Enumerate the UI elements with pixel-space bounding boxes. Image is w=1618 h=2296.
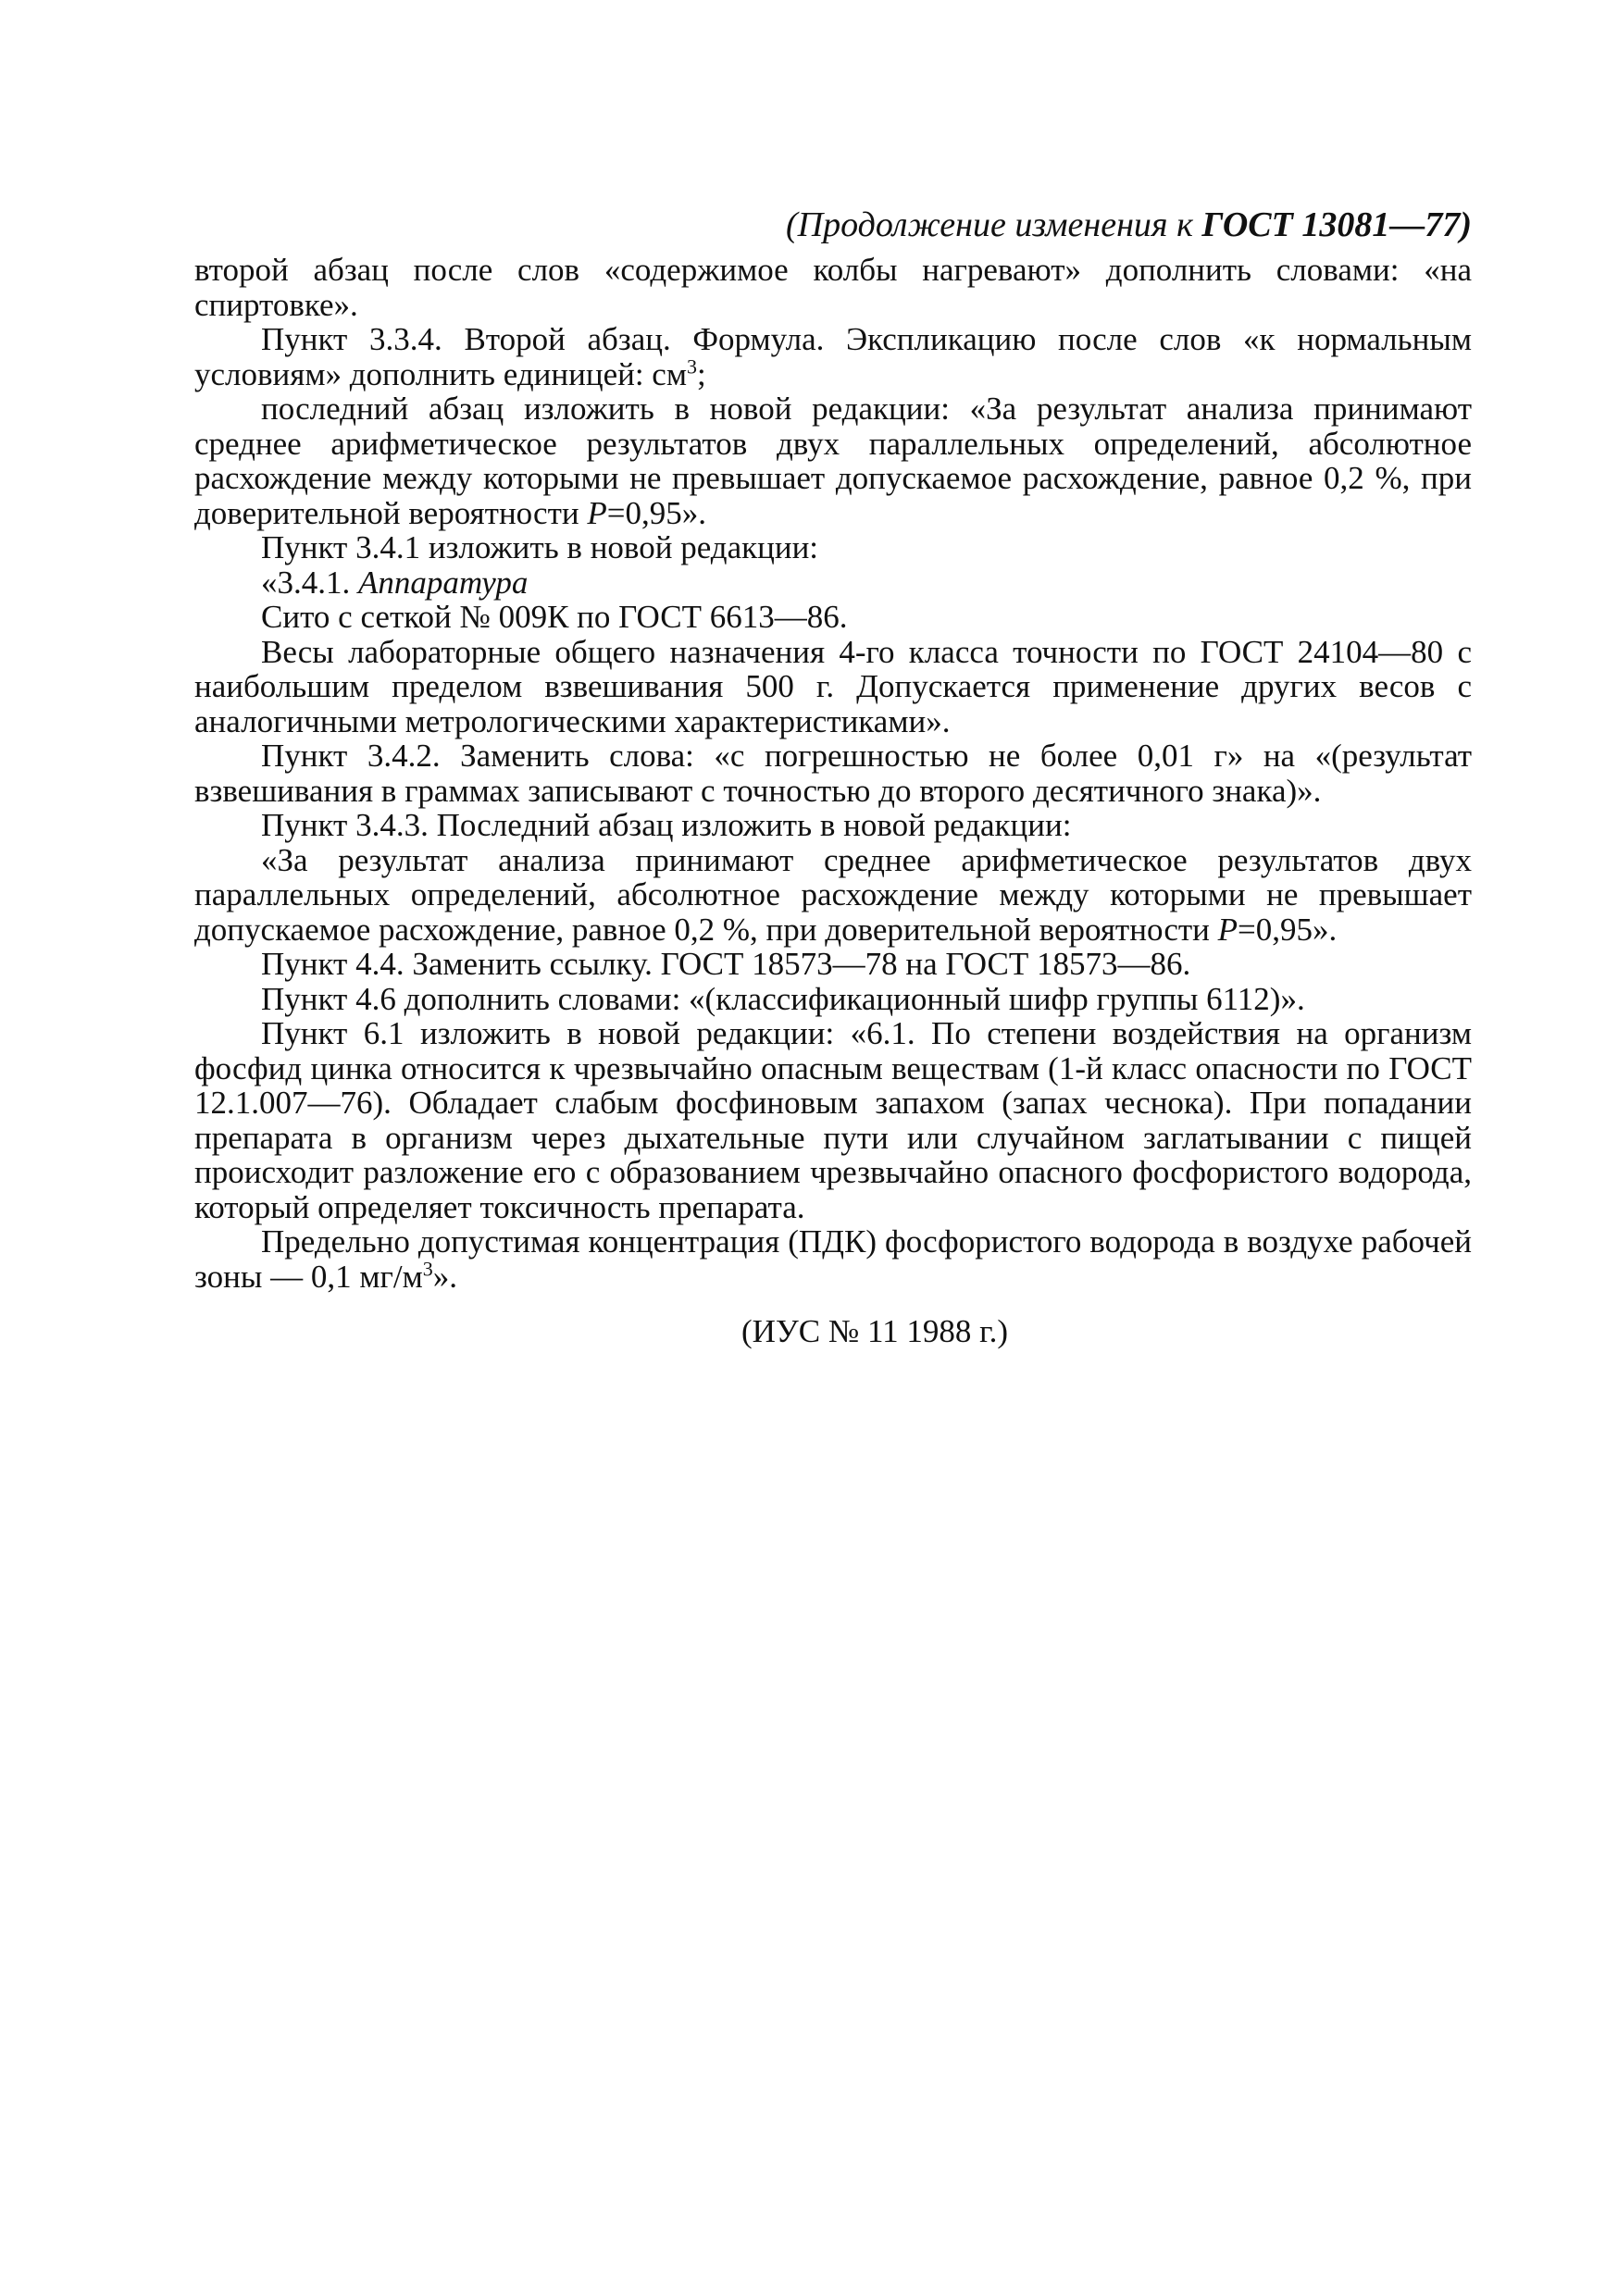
paragraph-pdk-text: Предельно допустимая концентрация (ПДК) фосфористого водорода в воздухе рабочей зоны — 0,1 мг/м xyxy=(194,1223,1472,1295)
paragraph-result xyxy=(194,843,1472,948)
superscript-cubic: 3 xyxy=(687,354,697,378)
paragraph-6-1-text: Пункт 6.1 изложить в новой редакции: «6.1. По степени воздействия на организм фосфид цинка относится к чрезвычайно опасным веществам (1-й класс опасности по ГОСТ 12.1.007—76). Обладает слабым фосфиновым запахом (запах чеснока). При попадании препарата в организм через дыхательные пути или случайном заглатывании с пищей происходит разложение его с образованием чрезвычайно опасного фосфористого водорода, который определяет токсичность препарата. xyxy=(194,1015,1472,1225)
paragraph-3-3-4-text: Пункт 3.3.4. Второй абзац. Формула. Экспликацию после слов «к нормальным условиям» дополнить единицей: см xyxy=(194,321,1472,392)
paragraph-6-1 xyxy=(194,1016,1472,1224)
paragraph-result-text: «За результат анализа принимают среднее арифметическое результатов двух параллельных определений, абсолютное расхождение между которыми не превышает допускаемое расхождение, равное 0,2 %, при доверительной вероятности xyxy=(194,841,1472,948)
variable-p-2: P xyxy=(1217,911,1238,948)
paragraph-3-4-3-text: Пункт 3.4.3. Последний абзац изложить в новой редакции: xyxy=(261,807,1072,843)
paragraph-last-abzac xyxy=(194,391,1472,530)
paragraph-pdk-end: ». xyxy=(432,1258,457,1295)
paragraph-3-4-2-text: Пункт 3.4.2. Заменить слова: «с погрешностью не более 0,01 г» на «(результат взвешивания в граммах записывают с точностью до второго десятичного знака)». xyxy=(194,738,1472,809)
paragraph-scales xyxy=(194,635,1472,739)
paragraph-3-4-1-text: Пункт 3.4.1 изложить в новой редакции: xyxy=(261,529,819,565)
source-citation-text: (ИУС № 11 1988 г.) xyxy=(741,1313,1008,1349)
paragraph-3-3-4-end: ; xyxy=(697,355,706,392)
apparatus-title: Аппаратура xyxy=(358,564,529,601)
superscript-cubic-2: 3 xyxy=(422,1256,433,1280)
paragraph-result-end: =0,95». xyxy=(1238,911,1338,948)
document-body xyxy=(194,253,1472,1349)
paragraph-pdk xyxy=(194,1224,1472,1294)
paragraph-apparatus-heading xyxy=(194,565,1472,601)
header-standard-code: ГОСТ 13081—77) xyxy=(1201,205,1472,244)
paragraph-4-6-text: Пункт 4.6 дополнить словами: «(классификационный шифр группы 6112)». xyxy=(261,980,1305,1017)
paragraph-1 xyxy=(194,253,1472,322)
paragraph-3-4-2 xyxy=(194,738,1472,808)
paragraph-sieve xyxy=(194,600,1472,635)
variable-p: P xyxy=(587,494,607,531)
paragraph-sieve-text: Сито с сеткой № 009К по ГОСТ 6613—86. xyxy=(261,599,848,635)
paragraph-last-abzac-end: =0,95». xyxy=(606,494,706,531)
paragraph-1-text: второй абзац после слов «содержимое колбы нагревают» дополнить словами: «на спиртовке». xyxy=(194,252,1472,323)
source-citation xyxy=(194,1314,1472,1349)
paragraph-4-6 xyxy=(194,982,1472,1017)
paragraph-last-abzac-text: последний абзац изложить в новой редакции: «За результат анализа принимают среднее арифметическое результатов двух параллельных определений, абсолютное расхождение между которыми не превышает допускаемое расхождение, равное 0,2 %, при доверительной вероятности xyxy=(194,391,1472,531)
running-header xyxy=(768,204,1472,246)
paragraph-scales-text: Весы лабораторные общего назначения 4-го класса точности по ГОСТ 24104—80 с наибольшим пределом взвешивания 500 г. Допускается применение других весов с аналогичными метрологическими характеристиками». xyxy=(194,633,1472,739)
paragraph-3-4-3 xyxy=(194,808,1472,843)
paragraph-4-4-text: Пункт 4.4. Заменить ссылку. ГОСТ 18573—78 на ГОСТ 18573—86. xyxy=(261,946,1191,982)
paragraph-4-4 xyxy=(194,947,1472,982)
apparatus-number: «3.4.1. xyxy=(261,564,358,601)
paragraph-3-4-1 xyxy=(194,530,1472,565)
header-prefix: (Продолжение изменения к xyxy=(786,205,1202,244)
paragraph-3-3-4 xyxy=(194,322,1472,391)
